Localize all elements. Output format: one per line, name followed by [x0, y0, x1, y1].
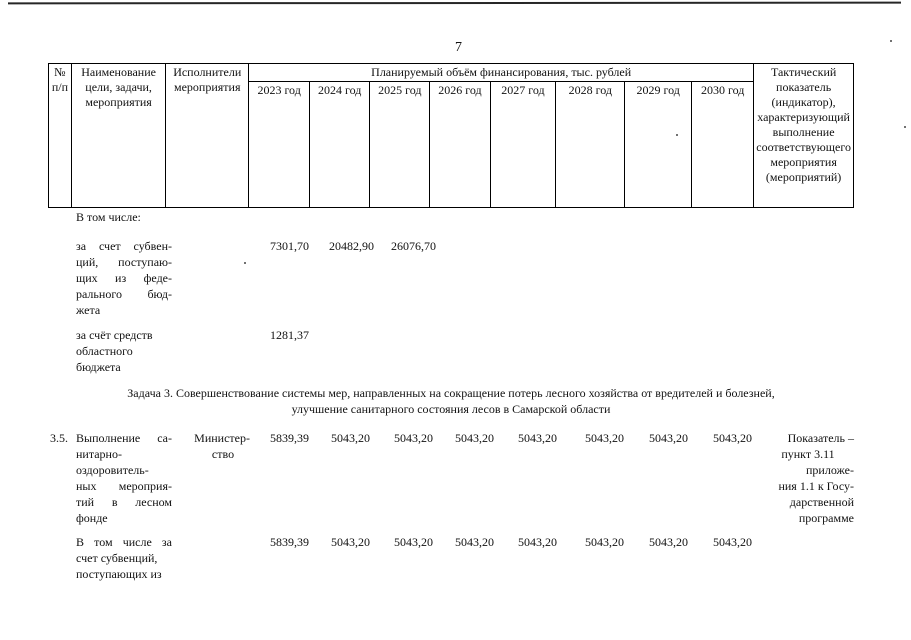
- header-num: № п/п: [49, 64, 72, 208]
- including-label: В том числе:: [76, 210, 141, 224]
- sub-2027: 5043,20: [518, 535, 557, 549]
- item-number: 3.5.: [50, 431, 68, 445]
- page-number: 7: [455, 40, 462, 55]
- federal-label: за счет субвен- ций, поступаю- щих из феде- рального бюд- жета: [76, 239, 172, 317]
- header-year-2024: 2024 год: [310, 82, 370, 208]
- item-2028: 5043,20: [585, 431, 624, 445]
- sub-2023: 5839,39: [270, 535, 309, 549]
- header-year-2029: 2029 год: [625, 82, 692, 208]
- federal-2023: 7301,70: [270, 239, 309, 253]
- sub-2026: 5043,20: [455, 535, 494, 549]
- item-indicator: Показатель – пункт 3.11 приложе- ния 1.1 к Госу- дарственной программе: [778, 431, 854, 525]
- item-2024: 5043,20: [331, 431, 370, 445]
- header-year-2023: 2023 год: [249, 82, 310, 208]
- scan-speck: [904, 126, 906, 128]
- item-2030: 5043,20: [713, 431, 752, 445]
- scan-speck: [890, 40, 892, 42]
- item-executor: Министер- ство: [194, 431, 250, 461]
- header-indicator: Тактический показатель (индикатор), характеризующий выполнение соответствующего мероприятия (мероприятий): [754, 64, 854, 208]
- item-2025: 5043,20: [394, 431, 433, 445]
- table-header: [48, 63, 854, 208]
- item-label: Выполнение са- нитарно- оздоровитель- ных мероприя- тий в лесном фонде: [76, 431, 172, 525]
- sub-2030: 5043,20: [713, 535, 752, 549]
- sub-label: В том числе за счет субвенций, поступающих из: [76, 535, 172, 581]
- task-title: Задача 3. Совершенствование системы мер, направленных на сокращение потерь лесного хозяйства от вредителей и болезней, улучшение санитарного состояния лесов в Самарской области: [127, 386, 775, 416]
- item-2029: 5043,20: [649, 431, 688, 445]
- header-year-2030: 2030 год: [692, 82, 754, 208]
- header-name: Наименование цели, задачи, мероприятия: [71, 64, 166, 208]
- header-year-2028: 2028 год: [556, 82, 625, 208]
- item-2026: 5043,20: [455, 431, 494, 445]
- sub-2028: 5043,20: [585, 535, 624, 549]
- sub-2024: 5043,20: [331, 535, 370, 549]
- header-year-2027: 2027 год: [490, 82, 556, 208]
- scan-top-edge-line: [8, 2, 901, 5]
- scan-speck: [676, 134, 678, 136]
- federal-2024: 20482,90: [329, 239, 374, 253]
- regional-2023: 1281,37: [270, 328, 309, 342]
- header-financing: Планируемый объём финансирования, тыс. рублей: [249, 64, 754, 82]
- federal-2025: 26076,70: [391, 239, 436, 253]
- sub-2029: 5043,20: [649, 535, 688, 549]
- sub-2025: 5043,20: [394, 535, 433, 549]
- item-2023: 5839,39: [270, 431, 309, 445]
- header-year-2025: 2025 год: [370, 82, 430, 208]
- header-year-2026: 2026 год: [430, 82, 490, 208]
- regional-label: за счёт средств областного бюджета: [76, 328, 153, 374]
- header-executors: Исполнители мероприятия: [166, 64, 249, 208]
- item-2027: 5043,20: [518, 431, 557, 445]
- scan-speck: [244, 262, 246, 264]
